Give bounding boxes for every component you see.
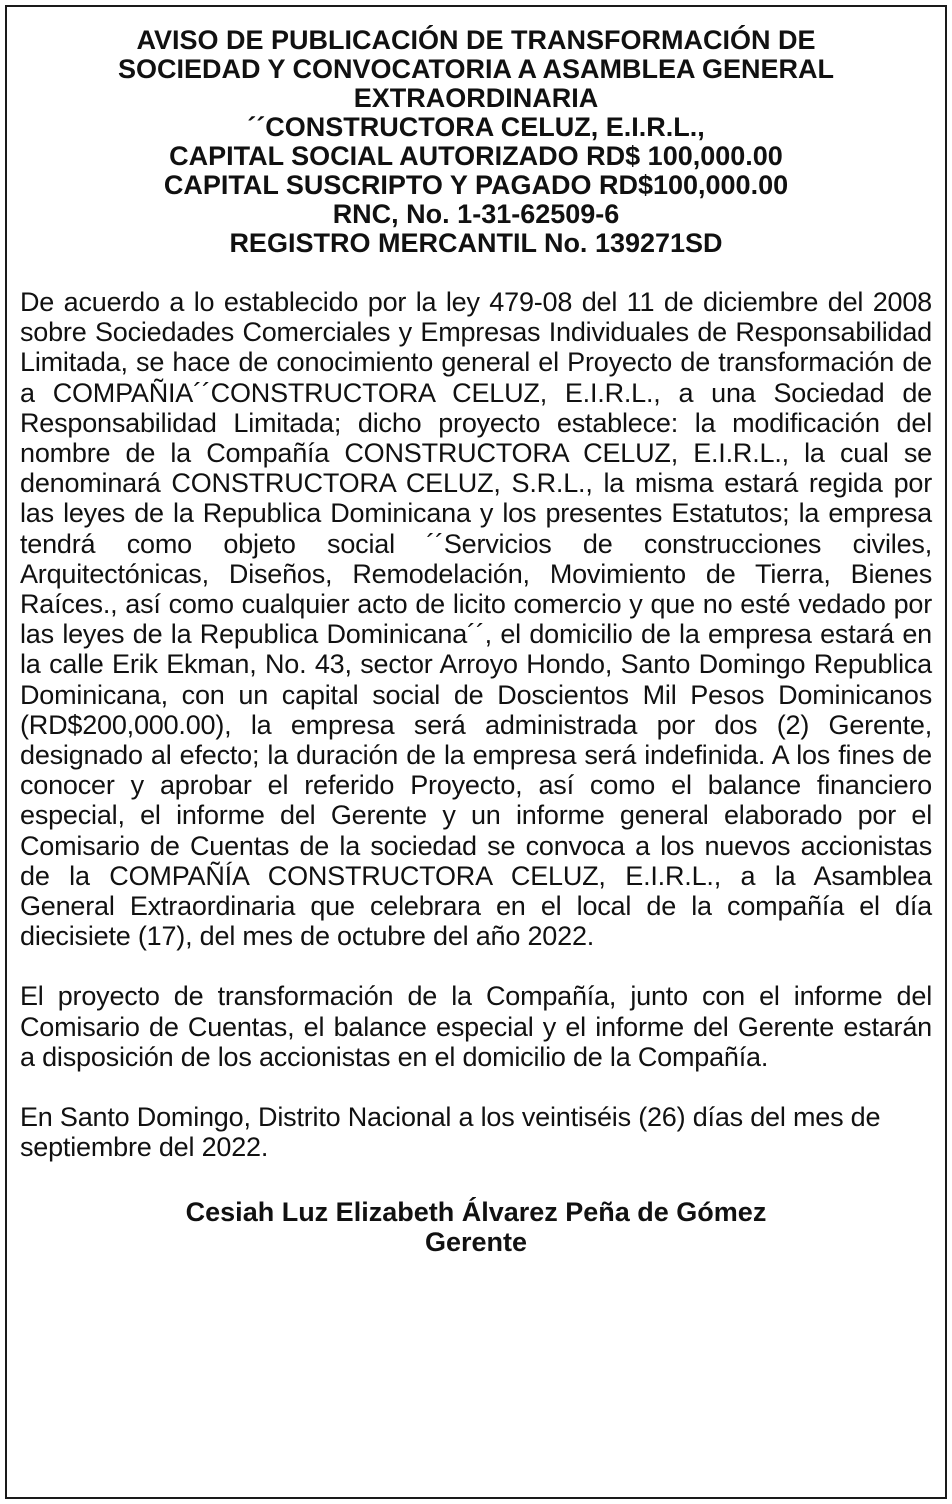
heading-line: REGISTRO MERCANTIL No. 139271SD <box>229 228 723 258</box>
heading-line: CAPITAL SUSCRIPTO Y PAGADO RD$100,000.00 <box>163 170 789 200</box>
body-paragraph-availability: El proyecto de transformación de la Compañía, junto con el informe del Comisario de Cuentas, el balance especial y el informe del Gerente estarán a disposición de los accionistas en el domicilio de la Compañía. <box>20 981 932 1072</box>
signatory-title: Gerente <box>424 1227 528 1258</box>
heading-line: SOCIEDAD Y CONVOCATORIA A ASAMBLEA GENERAL <box>117 54 835 84</box>
body-paragraph-date: En Santo Domingo, Distrito Nacional a los veintiséis (26) días del mes de septiembre del 2022. <box>20 1102 881 1163</box>
body-paragraph-main: De acuerdo a lo establecido por la ley 479-08 del 11 de diciembre del 2008 sobre Sociedades Comerciales y Empresas Individuales de Responsabilidad Limitada, se hace de conocimiento general el Proyecto de transformación de a COMPAÑIA´´CONSTRUCTORA CELUZ, E.I.R.L., a una Sociedad de Responsabilidad Limitada; dicho proyecto establece: la modificación del nombre de la Compañía CONSTRUCTORA CELUZ, E.I.R.L., la cual se denominará CONSTRUCTORA CELUZ, S.R.L., la misma estará regida por las leyes de la Republica Dominicana y los presentes Estatutos; la empresa tendrá como objeto social ´´Servicios de construcciones civiles, Arquitectónicas, Diseños, Remodelación, Movimiento de Tierra, Bienes Raíces., así como cualquier acto de licito comercio y que no esté vedado por las leyes de la Republica Dominicana´´, el domicilio de la empresa estará en la calle Erik Ekman, No. 43, sector Arroyo Hondo, Santo Domingo Republica Dominicana, con un capital social de Doscientos Mil Pesos Dominicanos (RD$200,000.00), la empresa será administrada por dos (2) Gerente, designado al efecto; la duración de la empresa será indefinida. A los fines de conocer y aprobar el referido Proyecto, así como el balance financiero especial, el informe del Gerente y un informe general elaborado por el Comisario de Cuentas de la sociedad se convoca a los nuevos accionistas de la COMPAÑÍA CONSTRUCTORA CELUZ, E.I.R.L., a la Asamblea General Extraordinaria que celebrara en el local de la compañía el día diecisiete (17), del mes de octubre del año 2022. <box>20 287 932 952</box>
legal-notice <box>20 26 932 1257</box>
heading-line: EXTRAORDINARIA <box>353 83 599 113</box>
heading-line: CAPITAL SOCIAL AUTORIZADO RD$ 100,000.00 <box>169 141 783 171</box>
signatory-name: Cesiah Luz Elizabeth Álvarez Peña de Gómez <box>185 1197 767 1228</box>
heading-line: ´´CONSTRUCTORA CELUZ, E.I.R.L., <box>247 112 705 142</box>
notice-heading <box>20 26 932 258</box>
heading-line: AVISO DE PUBLICACIÓN DE TRANSFORMACIÓN DE <box>136 25 816 55</box>
heading-line: RNC, No. 1-31-62509-6 <box>332 199 620 229</box>
signature-block <box>20 1197 932 1257</box>
